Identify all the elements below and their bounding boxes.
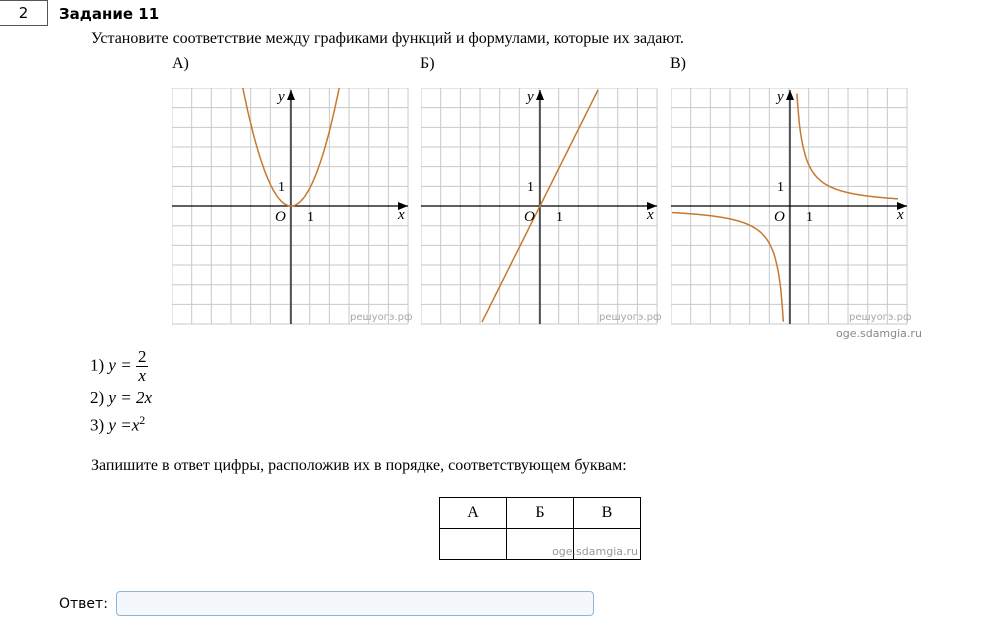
graph-v-curve-positive bbox=[797, 94, 898, 199]
formula-3-number: 3) bbox=[90, 415, 105, 435]
task-title: Задание 11 bbox=[59, 5, 160, 23]
answer-table-watermark: oge.sdamgia.ru bbox=[552, 545, 638, 558]
graph-v-svg bbox=[671, 88, 909, 326]
site-watermark: oge.sdamgia.ru bbox=[836, 327, 922, 340]
graph-b-svg bbox=[421, 88, 659, 326]
graph-v-y-label: y bbox=[777, 89, 784, 105]
answer-table-header-row bbox=[440, 498, 641, 529]
graph-v bbox=[671, 88, 912, 326]
formula-2-number: 2) bbox=[90, 388, 105, 407]
graph-v-unit-y: 1 bbox=[777, 180, 784, 195]
graph-b-unit-y: 1 bbox=[527, 180, 534, 195]
formula-1 bbox=[90, 348, 148, 385]
graph-v-curve-negative bbox=[672, 213, 783, 322]
answer-table-cell-a bbox=[440, 529, 507, 560]
graph-a-y-label: y bbox=[278, 89, 285, 105]
formula-3-exponent: 2 bbox=[139, 413, 146, 427]
graph-v-x-label: x bbox=[897, 207, 904, 223]
graph-a-origin: O bbox=[275, 209, 286, 225]
graph-a bbox=[172, 88, 413, 326]
graph-a-svg bbox=[172, 88, 410, 326]
graph-v-watermark: решуогэ.рф bbox=[849, 312, 912, 323]
graph-b-unit-x: 1 bbox=[556, 210, 563, 225]
answer-instruction: Запишите в ответ цифры, расположив их в порядке, соответствующем буквам: bbox=[91, 457, 627, 474]
formula-3 bbox=[90, 413, 145, 436]
graph-b-y-label: y bbox=[527, 89, 534, 105]
graph-b-watermark: решуогэ.рф bbox=[599, 312, 662, 323]
answer-table bbox=[439, 497, 641, 560]
answer-table-header-a: А bbox=[440, 498, 507, 529]
formula-1-numerator: 2 bbox=[137, 347, 147, 366]
graph-label-b: Б) bbox=[420, 55, 435, 72]
answer-table-header-b: Б bbox=[507, 498, 574, 529]
graph-label-v: В) bbox=[670, 55, 686, 72]
answer-label: Ответ: bbox=[59, 596, 108, 612]
answer-table-cell-v bbox=[552, 529, 641, 560]
task-prompt: Установите соответствие между графиками функций и формулами, которые их задают. bbox=[91, 30, 684, 47]
graph-a-x-label: x bbox=[398, 207, 405, 223]
graph-v-unit-x: 1 bbox=[806, 210, 813, 225]
graph-b-y-arrow bbox=[536, 90, 544, 100]
graph-b-origin: O bbox=[524, 209, 535, 225]
graph-a-watermark: решуогэ.рф bbox=[350, 312, 413, 323]
graph-b-x-label: x bbox=[647, 207, 654, 223]
task-number: 2 bbox=[0, 0, 48, 26]
graph-b bbox=[421, 88, 662, 326]
formula-3-base: x bbox=[131, 415, 140, 435]
formula-1-fraction bbox=[136, 348, 149, 385]
formula-1-denominator: x bbox=[138, 366, 146, 385]
graph-v-origin: O bbox=[774, 209, 785, 225]
formula-2 bbox=[90, 388, 152, 408]
formula-3-lhs: y = bbox=[108, 415, 132, 435]
graph-label-a: А) bbox=[172, 55, 189, 72]
formula-1-number: 1) bbox=[90, 355, 105, 375]
graph-a-unit-x: 1 bbox=[307, 210, 314, 225]
graph-a-y-arrow bbox=[287, 90, 295, 100]
graph-v-y-arrow bbox=[786, 90, 794, 100]
answer-input[interactable] bbox=[116, 591, 594, 616]
formula-2-rhs: 2x bbox=[135, 388, 152, 407]
formula-2-lhs: y = bbox=[108, 388, 132, 407]
graph-a-unit-y: 1 bbox=[278, 180, 285, 195]
answer-table-value-row bbox=[440, 529, 641, 560]
formula-1-lhs: y = bbox=[108, 355, 132, 375]
answer-table-header-v: В bbox=[574, 498, 641, 529]
